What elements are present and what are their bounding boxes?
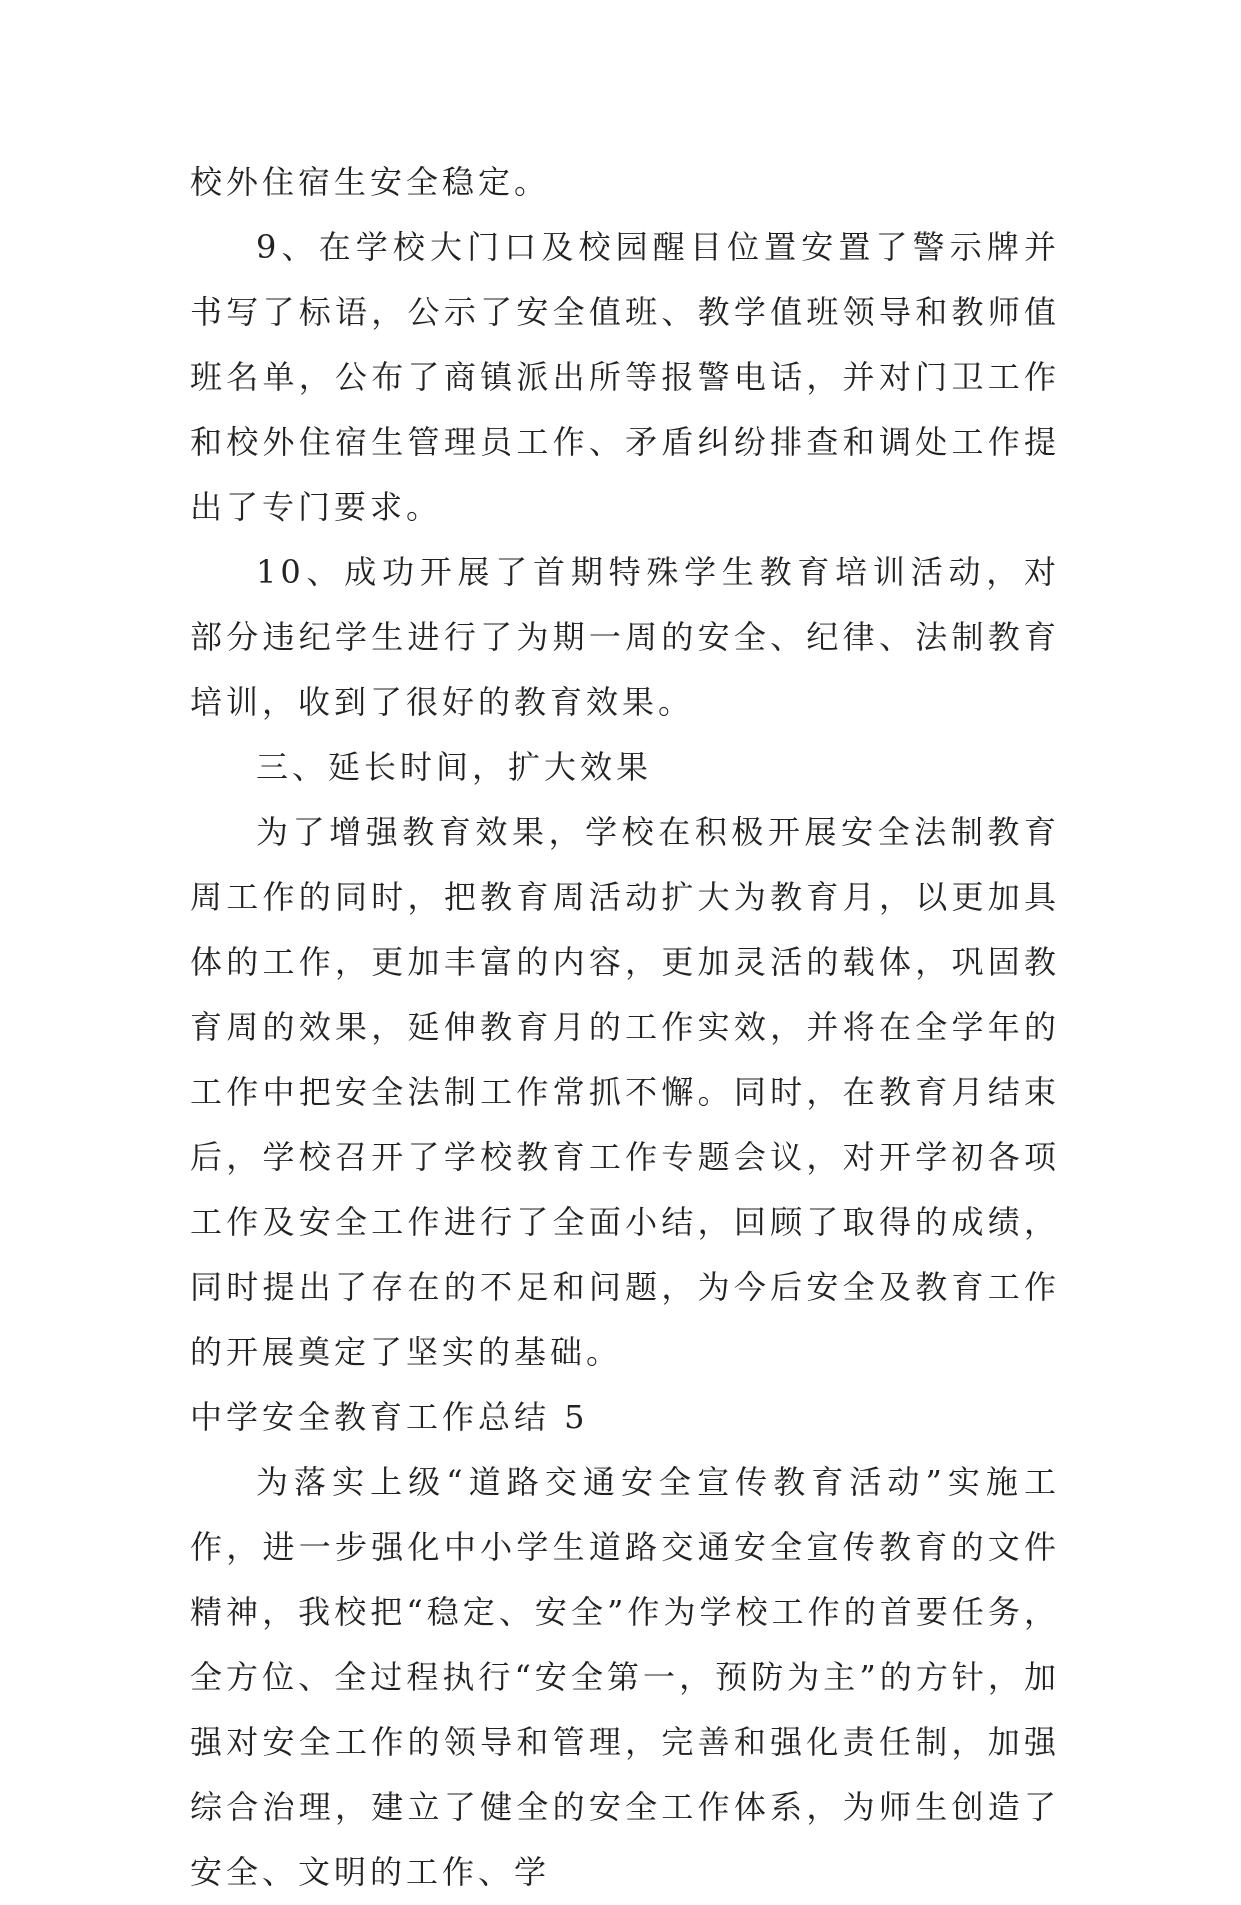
document-body bbox=[190, 150, 1060, 1905]
paragraph-section-3-body: 为了增强教育效果，学校在积极开展安全法制教育周工作的同时，把教育周活动扩大为教育月，以更加具体的工作，更加丰富的内容，更加灵活的载体，巩固教育周的效果，延伸教育月的工作实效，并将在全学年的工作中把安全法制工作常抓不懈。同时，在教育月结束后，学校召开了学校教育工作专题会议，对开学初各项工作及安全工作进行了全面小结，回顾了取得的成绩，同时提出了存在的不足和问题，为今后安全及教育工作的开展奠定了坚实的基础。 bbox=[190, 813, 1060, 1371]
section-heading-3: 三、延长时间，扩大效果 bbox=[256, 748, 653, 786]
paragraph-item-9: 9、在学校大门口及校园醒目位置安置了警示牌并书写了标语，公示了安全值班、教学值班领导和教师值班名单，公布了商镇派出所等报警电话，并对门卫工作和校外住宿生管理员工作、矛盾纠纷排查和调处工作提出了专门要求。 bbox=[190, 228, 1060, 526]
paragraph-continuation: 校外住宿生安全稳定。 bbox=[190, 163, 551, 201]
paragraph-summary-5-body: 为落实上级“道路交通安全宣传教育活动”实施工作，进一步强化中小学生道路交通安全宣传教育的文件精神，我校把“稳定、安全”作为学校工作的首要任务，全方位、全过程执行“安全第一，预防为主”的方针，加强对安全工作的领导和管理，完善和强化责任制，加强综合治理，建立了健全的安全工作体系，为师生创造了安全、文明的工作、学 bbox=[190, 1463, 1060, 1891]
paragraph-item-10: 10、成功开展了首期特殊学生教育培训活动，对部分违纪学生进行了为期一周的安全、纪律、法制教育培训，收到了很好的教育效果。 bbox=[190, 553, 1060, 721]
document-title-5: 中学安全教育工作总结 5 bbox=[190, 1398, 589, 1436]
